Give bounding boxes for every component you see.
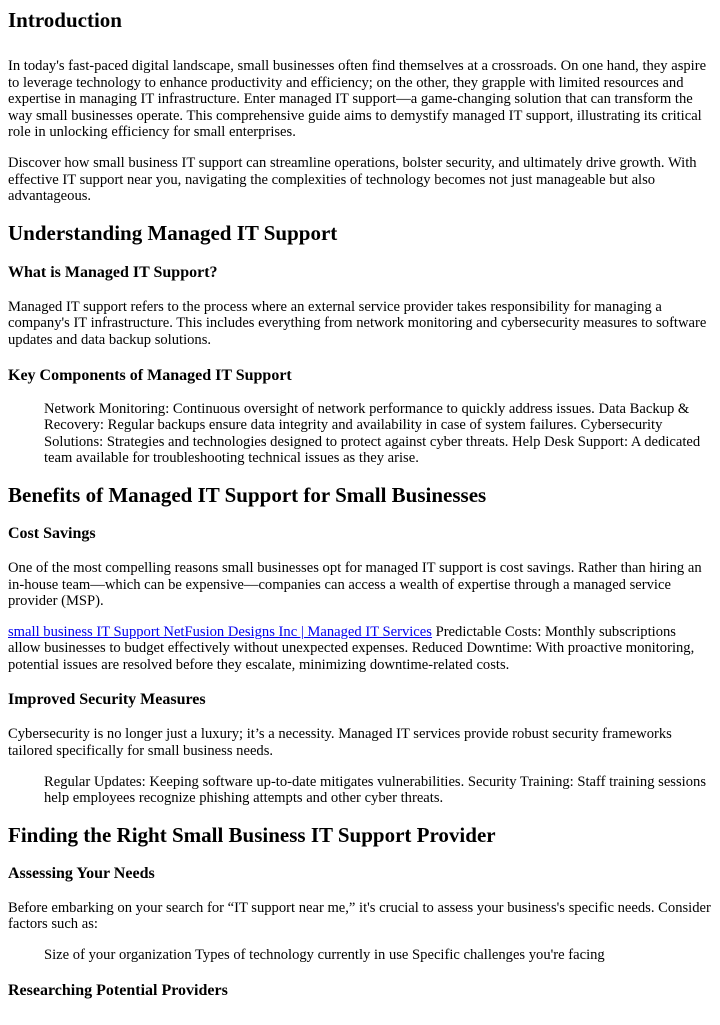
finding-provider-heading: Finding the Right Small Business IT Support Provider: [8, 822, 496, 847]
understanding-heading: Understanding Managed IT Support: [8, 220, 338, 245]
cost-savings-paragraph: One of the most compelling reasons small businesses opt for managed IT support is cost savings. Rather than hiring an in-house team—which can be expensive—companies can access a wealth of expertise through a managed service provider (MSP).: [8, 559, 702, 610]
article: [0, 8, 720, 1000]
intro-paragraph: In today's fast-paced digital landscape, small businesses often find themselves at a crossroads. On one hand, they aspire to leverage technology to enhance productivity and efficiency; on the other, they grapple with limited resources and expertise in managing IT infrastructure. Enter managed IT support—a game-changing solution that can transform the way small businesses operate. This comprehensive guide aims to demystify managed IT support, illustrating its critical role in unlocking efficiency for small enterprises.: [8, 58, 707, 141]
security-paragraph: Cybersecurity is no longer just a luxury; it’s a necessity. Managed IT services provide robust security frameworks tailored specifically for small business needs.: [8, 726, 672, 760]
intro-paragraph: Discover how small business IT support can streamline operations, bolster security, and ultimately drive growth. With effective IT support near you, navigating the complexities of technology becomes not just manageable but also advantageous.: [8, 154, 697, 205]
key-components-quote: Network Monitoring: Continuous oversight of network performance to quickly address issues. Data Backup & Recovery: Regular backups ensure data integrity and availability in case of system failures. Cybersecurity Solutions: Strategies and technologies designed to protect against cyber threats. Help Desk Support: A dedicated team available for troubleshooting technical issues as they arise.: [44, 400, 701, 467]
what-is-paragraph: Managed IT support refers to the process where an external service provider takes responsibility for managing a company's IT infrastructure. This includes everything from network monitoring and cybersecurity measures to software updates and data backup solutions.: [8, 298, 707, 348]
cost-savings-heading: Cost Savings: [8, 524, 96, 542]
benefits-heading: Benefits of Managed IT Support for Small Businesses: [8, 482, 487, 507]
assessing-needs-quote: Size of your organization Types of technology currently in use Specific challenges you're facing: [44, 947, 605, 964]
what-is-heading: What is Managed IT Support?: [8, 263, 218, 281]
cost-savings-paragraph: [8, 624, 712, 674]
security-heading: Improved Security Measures: [8, 691, 206, 709]
cost-savings-text: Predictable Costs: Monthly subscriptions allow businesses to budget effectively without unexpected expenses. Reduced Downtime: With proactive monitoring, potential issues are resolved before they escalate, minimizing downtime-related costs.: [8, 623, 695, 673]
managed-it-services-link[interactable]: small business IT Support NetFusion Designs Inc | Managed IT Services: [8, 623, 432, 640]
intro-heading: Introduction: [8, 8, 122, 32]
researching-providers-heading: Researching Potential Providers: [8, 981, 228, 999]
security-quote: Regular Updates: Keeping software up-to-date mitigates vulnerabilities. Security Training: Staff training sessions help employees recognize phishing attempts and other cyber threats.: [44, 773, 706, 807]
assessing-needs-paragraph: Before embarking on your search for “IT support near me,” it's crucial to assess your business's specific needs. Consider factors such as:: [8, 899, 711, 933]
key-components-heading: Key Components of Managed IT Support: [8, 366, 292, 384]
assessing-needs-heading: Assessing Your Needs: [8, 864, 155, 882]
